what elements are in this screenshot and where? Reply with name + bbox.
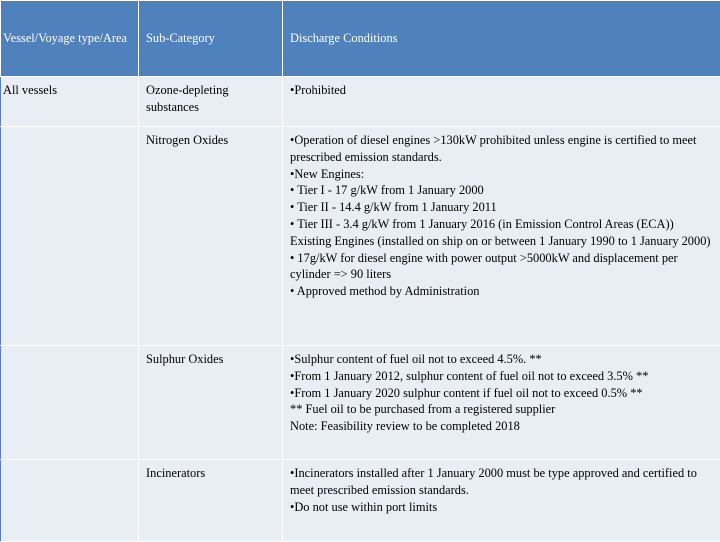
condition-line: •Sulphur content of fuel oil not to exceed 4.5%. ** [290, 351, 720, 368]
condition-line: •From 1 January 2020 sulphur content if fuel oil not to exceed 0.5% ** [290, 385, 720, 402]
cell-area [1, 127, 139, 346]
condition-line: Existing Engines (installed on ship on or between 1 January 1990 to 1 January 2000) [290, 233, 720, 250]
cell-subcategory: Ozone-depleting substances [139, 77, 283, 127]
table-row [1, 460, 720, 542]
cell-area: All vessels [1, 77, 139, 127]
condition-line: Note: Feasibility review to be completed 2018 [290, 418, 720, 435]
condition-line: •Operation of diesel engines >130kW prohibited unless engine is certified to meet prescribed emission standards. [290, 132, 720, 166]
condition-line: • Tier III - 3.4 g/kW from 1 January 2016 (in Emission Control Areas (ECA)) [290, 216, 720, 233]
cell-subcategory: Incinerators [139, 460, 283, 542]
cell-conditions [283, 346, 720, 460]
table-row [1, 127, 720, 346]
cell-conditions [283, 77, 720, 127]
condition-line: •New Engines: [290, 166, 720, 183]
cell-subcategory: Nitrogen Oxides [139, 127, 283, 346]
cell-subcategory: Sulphur Oxides [139, 346, 283, 460]
cell-area [1, 460, 139, 542]
table-row [1, 346, 720, 460]
condition-line: •Incinerators installed after 1 January 2000 must be type approved and certified to meet prescribed emission standards. [290, 465, 720, 499]
header-vessel-type: Vessel/Voyage type/Area [1, 1, 139, 77]
header-discharge-conditions: Discharge Conditions [283, 1, 720, 77]
condition-line: • Tier I - 17 g/kW from 1 January 2000 [290, 182, 720, 199]
condition-line: • Approved method by Administration [290, 283, 720, 300]
condition-line: • 17g/kW for diesel engine with power output >5000kW and displacement per cylinder => 90 liters [290, 250, 720, 284]
header-sub-category: Sub-Category [139, 1, 283, 77]
condition-line: •From 1 January 2012, sulphur content of fuel oil not to exceed 3.5% ** [290, 368, 720, 385]
condition-line: ** Fuel oil to be purchased from a registered supplier [290, 401, 720, 418]
cell-area [1, 346, 139, 460]
condition-line: •Do not use within port limits [290, 499, 720, 516]
table-header-row [1, 1, 720, 77]
table-row [1, 77, 720, 127]
cell-conditions [283, 127, 720, 346]
condition-line: • Tier II - 14.4 g/kW from 1 January 2011 [290, 199, 720, 216]
cell-conditions [283, 460, 720, 542]
condition-line: •Prohibited [290, 82, 720, 99]
